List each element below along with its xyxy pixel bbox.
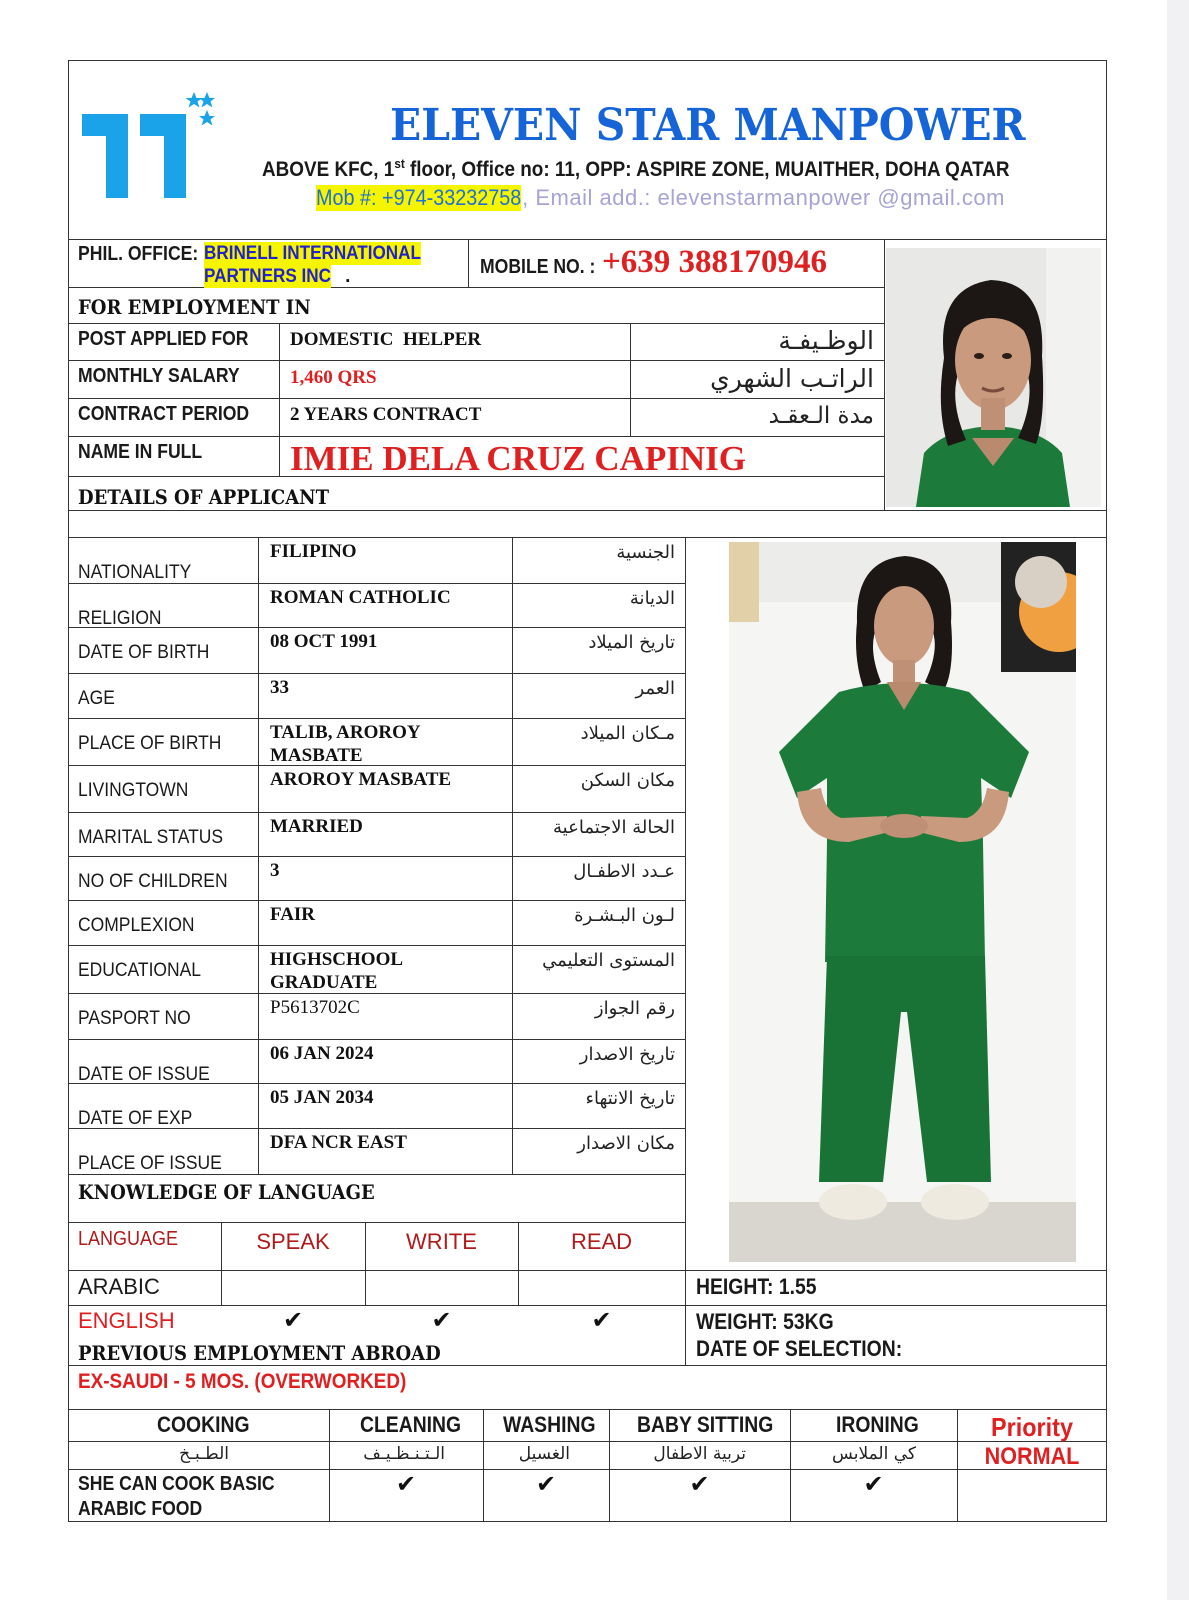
cleaning-arabic: الـتـنـظـيـف xyxy=(363,1444,445,1464)
religion-value: ROMAN CATHOLIC xyxy=(270,587,451,608)
date-of-exp-value: 05 JAN 2034 xyxy=(270,1087,374,1108)
no-of-children-value: 3 xyxy=(270,860,280,881)
contract-label: CONTRACT PERIOD xyxy=(78,403,250,425)
cleaning-check: ✔ xyxy=(395,1470,417,1498)
company-name: ELEVEN STAR MANPOWER xyxy=(390,100,1026,151)
height-value: HEIGHT: 1.55 xyxy=(696,1274,817,1299)
phil-office-label: PHIL. OFFICE: xyxy=(78,243,199,265)
employment-heading: FOR EMPLOYMENT IN xyxy=(78,295,311,319)
pasport-no-arabic: رقم الجواز xyxy=(594,998,675,1019)
complexion-arabic: لـون البـشـرة xyxy=(574,905,675,926)
cooking-value: SHE CAN COOK BASIC ARABIC FOOD xyxy=(78,1473,275,1520)
place-of-birth-arabic: مـكان الميلاد xyxy=(580,723,675,744)
company-logo xyxy=(78,92,218,202)
details-heading: DETAILS OF APPLICANT xyxy=(78,485,330,509)
livingtown-value: AROROY MASBATE xyxy=(270,769,452,790)
full-name-label: NAME IN FULL xyxy=(78,441,203,463)
read-header: READ xyxy=(570,1229,633,1254)
address-suffix: floor, Office no: 11, OPP: ASPIRE ZONE, MUAITHER, DOHA QATAR xyxy=(404,158,1010,181)
washing-check: ✔ xyxy=(535,1470,557,1498)
language-header: LANGUAGE xyxy=(78,1228,179,1250)
place-of-birth-label: PLACE OF BIRTH xyxy=(78,733,222,754)
post-value: DOMESTIC HELPER xyxy=(290,329,482,350)
mobile-value: +639 388170946 xyxy=(602,244,828,280)
contract-value: 2 YEARS CONTRACT xyxy=(290,404,482,425)
company-email: , Email add.: elevenstarmanpower @gmail.com xyxy=(522,185,1005,210)
phil-office-name: BRINELL INTERNATIONAL PARTNERS INC . xyxy=(204,243,421,287)
english-speak-check: ✔ xyxy=(282,1306,304,1334)
post-arabic: الوظـيفـة xyxy=(778,326,874,355)
post-label: POST APPLIED FOR xyxy=(78,328,249,350)
date-of-issue-label: DATE OF ISSUE xyxy=(78,1064,210,1085)
age-label: AGE xyxy=(78,688,115,709)
date-of-issue-arabic: تاريخ الاصدار xyxy=(579,1044,675,1065)
ironing-arabic: كي الملابس xyxy=(832,1444,916,1464)
nationality-value: FILIPINO xyxy=(270,541,357,562)
no-of-children-label: NO OF CHILDREN xyxy=(78,871,228,892)
english-write-check: ✔ xyxy=(431,1306,452,1334)
arabic-language-label: ARABIC xyxy=(78,1274,160,1299)
weight-value: WEIGHT: 53KG xyxy=(696,1309,834,1334)
previous-employment-value: EX-SAUDI - 5 MOS. (OVERWORKED) xyxy=(78,1370,407,1393)
phil-office-name-line1: BRINELL INTERNATIONAL xyxy=(204,243,421,264)
date-of-exp-label: DATE OF EXP xyxy=(78,1108,193,1129)
english-read-check: ✔ xyxy=(591,1306,612,1334)
date-of-exp-arabic: تاريخ الانتهاء xyxy=(585,1088,675,1109)
complexion-value: FAIR xyxy=(270,904,316,925)
cooking-header: COOKING xyxy=(157,1412,250,1437)
marital-status-value: MARRIED xyxy=(270,816,363,837)
english-language-label: ENGLISH xyxy=(78,1308,175,1333)
livingtown-arabic: مكان السكن xyxy=(580,770,675,791)
educational-value: HIGHSCHOOL GRADUATE xyxy=(270,949,402,993)
priority-label: Priority xyxy=(991,1412,1073,1442)
baby-sitting-header: BABY SITTING xyxy=(637,1412,774,1437)
place-of-issue-value: DFA NCR EAST xyxy=(270,1132,407,1153)
salary-value: 1,460 QRS xyxy=(290,367,377,388)
nationality-label: NATIONALITY xyxy=(78,562,192,583)
speak-header: SPEAK xyxy=(256,1229,330,1254)
date-of-selection-label: DATE OF SELECTION: xyxy=(696,1336,903,1361)
address-prefix: ABOVE KFC, 1 xyxy=(262,158,395,181)
language-heading: KNOWLEDGE OF LANGUAGE xyxy=(78,1180,375,1204)
previous-employment-heading: PREVIOUS EMPLOYMENT ABROAD xyxy=(78,1341,441,1365)
livingtown-label: LIVINGTOWN xyxy=(78,780,189,801)
company-contact xyxy=(316,185,1005,211)
company-address xyxy=(262,156,1010,182)
marital-status-label: MARITAL STATUS xyxy=(78,827,224,848)
page-edge xyxy=(1167,0,1189,1600)
salary-label: MONTHLY SALARY xyxy=(78,365,240,387)
applicant-full-body-photo xyxy=(729,542,1076,1262)
cooking-arabic: الطـبـخ xyxy=(179,1444,229,1464)
contract-arabic: مدة الـعقـد xyxy=(768,403,874,429)
salary-arabic: الراتـب الشهري xyxy=(710,364,874,393)
complexion-label: COMPLEXION xyxy=(78,915,195,936)
write-header: WRITE xyxy=(406,1229,477,1254)
cleaning-header: CLEANING xyxy=(360,1412,462,1437)
age-arabic: العمر xyxy=(635,678,675,699)
date-of-birth-label: DATE OF BIRTH xyxy=(78,642,210,663)
applicant-headshot-photo xyxy=(886,248,1101,507)
mobile-label: MOBILE NO. : xyxy=(480,256,596,278)
religion-arabic: الديانة xyxy=(629,588,675,609)
nationality-arabic: الجنسية xyxy=(616,542,675,563)
ironing-header: IRONING xyxy=(836,1412,919,1437)
company-mobile: Mob #: +974-33232758 xyxy=(316,185,522,210)
marital-status-arabic: الحالة الاجتماعية xyxy=(553,817,675,838)
ironing-check: ✔ xyxy=(863,1470,884,1498)
date-of-birth-arabic: تاريخ الميلاد xyxy=(588,632,675,653)
full-name-value: IMIE DELA CRUZ CAPINIG xyxy=(290,439,747,478)
educational-arabic: المستوى التعليمي xyxy=(542,950,675,971)
washing-header: WASHING xyxy=(503,1412,596,1437)
place-of-issue-arabic: مكان الاصدار xyxy=(577,1133,675,1154)
washing-arabic: الغسيل xyxy=(518,1444,570,1464)
pasport-no-value: P5613702C xyxy=(270,997,360,1018)
place-of-issue-label: PLACE OF ISSUE xyxy=(78,1153,222,1174)
place-of-birth-value: TALIB, AROROY MASBATE xyxy=(270,722,420,766)
baby-sitting-check: ✔ xyxy=(689,1470,710,1498)
phil-office-name-line2: PARTNERS INC xyxy=(204,266,331,287)
priority-value: NORMAL xyxy=(984,1443,1080,1470)
address-sup: st xyxy=(394,156,405,171)
religion-label: RELIGION xyxy=(78,608,162,629)
age-value: 33 xyxy=(270,677,289,698)
no-of-children-arabic: عـدد الاطفـال xyxy=(573,861,675,882)
educational-label: EDUCATIONAL xyxy=(78,960,202,981)
pasport-no-label: PASPORT NO xyxy=(78,1008,191,1029)
date-of-birth-value: 08 OCT 1991 xyxy=(270,631,378,652)
baby-sitting-arabic: تربية الاطفال xyxy=(653,1444,746,1464)
date-of-issue-value: 06 JAN 2024 xyxy=(270,1043,374,1064)
